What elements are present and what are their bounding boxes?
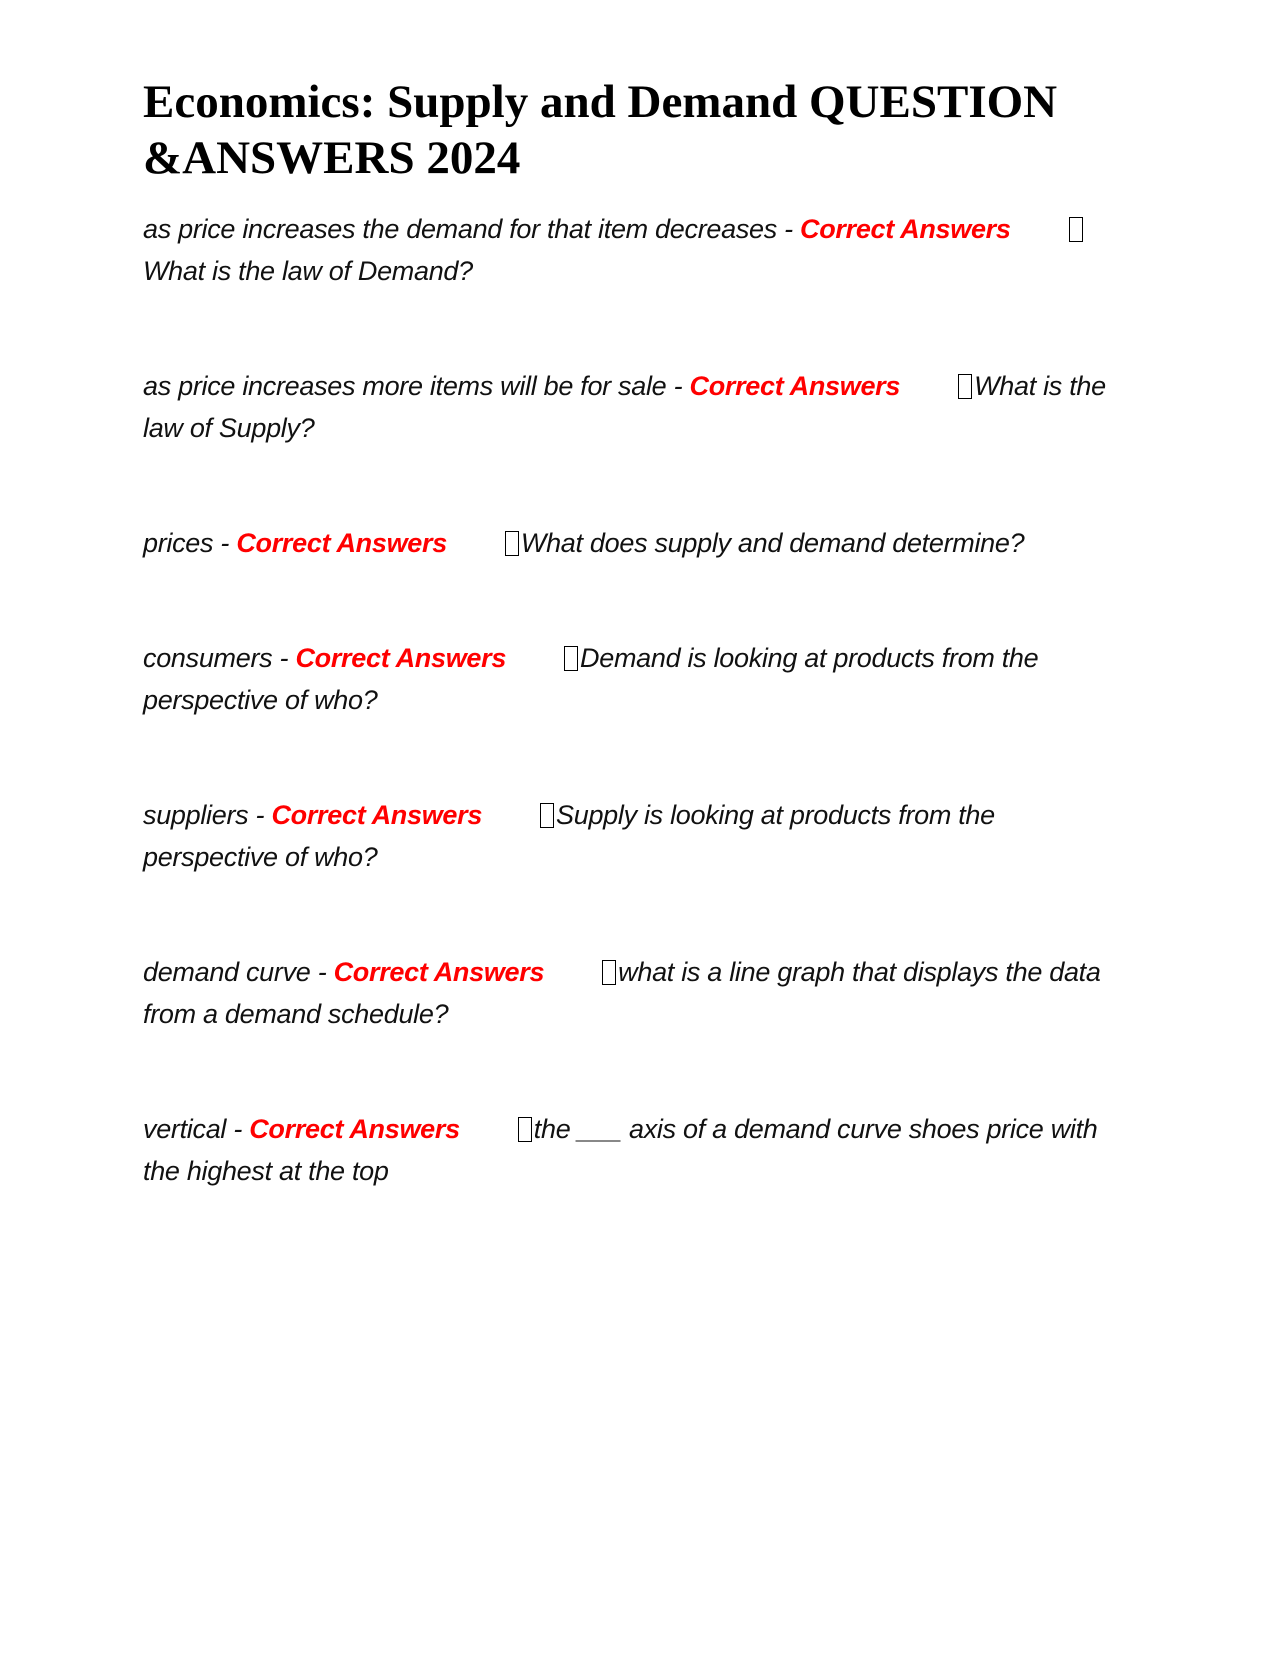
missing-glyph-box-icon [958,374,972,399]
question-text: What is the law of Supply? [143,371,1106,443]
correct-answers-label: Correct Answers [236,528,447,558]
missing-glyph-box-icon [518,1117,532,1142]
question-text: What does supply and demand determine? [520,528,1025,558]
answer-text: vertical - [143,1114,250,1144]
question-text: the ___ axis of a demand curve shoes price with the highest at the top [143,1114,1098,1186]
missing-glyph-box-icon [1069,217,1083,242]
correct-answers-label: Correct Answers [295,643,507,673]
qa-item [143,208,1133,292]
missing-glyph-box-icon [505,531,519,556]
qa-list [143,208,1133,1192]
answer-text: as price increases the demand for that item decreases - [143,214,801,244]
answer-text: prices - [143,528,237,558]
correct-answers-label: Correct Answers [271,800,483,830]
qa-item [143,522,1133,564]
answer-text: suppliers - [143,800,272,830]
missing-glyph-box-icon [564,646,578,671]
correct-answers-label: Correct Answers [249,1114,460,1144]
qa-item [143,637,1133,721]
document-page [143,74,1133,1265]
qa-item [143,951,1133,1035]
question-text: Demand is looking at products from the perspective of who? [143,643,1039,715]
question-text: what is a line graph that displays the data from a demand schedule? [143,957,1101,1029]
question-text: Supply is looking at products from the perspective of who? [143,800,995,872]
answer-text: consumers - [143,643,296,673]
answer-text: as price increases more items will be for sale - [143,371,690,401]
correct-answers-label: Correct Answers [800,214,1011,244]
qa-item [143,1108,1133,1192]
correct-answers-label: Correct Answers [689,371,901,401]
correct-answers-label: Correct Answers [333,957,545,987]
qa-item [143,794,1133,878]
answer-text: demand curve - [143,957,334,987]
missing-glyph-box-icon [540,803,554,828]
question-text: What is the law of Demand? [143,256,473,286]
missing-glyph-box-icon [602,960,616,985]
document-title: Economics: Supply and Demand QUESTION &ANSWERS 2024 [143,76,1058,184]
qa-item [143,365,1133,449]
